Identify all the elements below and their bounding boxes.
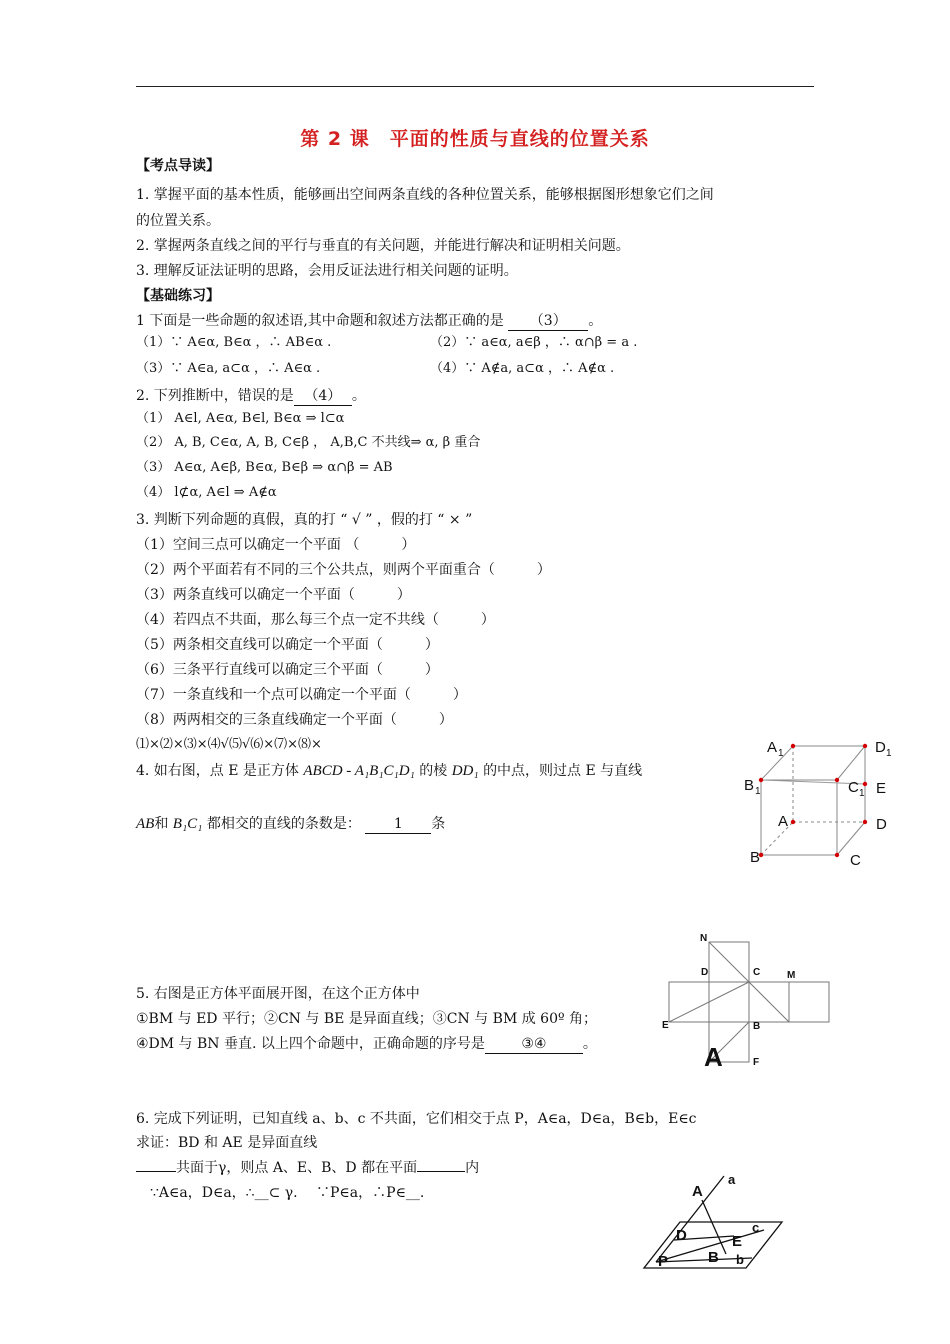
guide-line-2: 2. 掌握两条直线之间的平行与垂直的有关问题，并能进行解决和证明相关问题。 <box>136 238 630 254</box>
q2-option-4: （4） l⊄α, A∈l ⇒ A∉α <box>136 485 277 500</box>
q3-answer: ⑴×⑵×⑶×⑷√⑸√⑹×⑺×⑻× <box>136 737 322 752</box>
q3-item-6: （6）三条平行直线可以确定三个平面（ ） <box>136 662 439 678</box>
net-label-C: C <box>753 967 761 978</box>
q4-line-2: AB和 B₁C₁ 都相交的直线的条数是： 1 条 <box>136 816 446 832</box>
label-B: B <box>750 849 761 866</box>
plane-figure <box>640 1170 800 1275</box>
cube-net-figure <box>660 928 845 1068</box>
q4-edge: DD₁ <box>451 763 479 779</box>
page-title: 第 2 课 平面的性质与直线的位置关系 <box>300 128 650 150</box>
q4-answer: 1 <box>365 815 431 834</box>
q3-item-4: （4）若四点不共面，那么每三个点一定不共线（ ） <box>136 612 495 628</box>
plane-label-c: c <box>752 1220 760 1235</box>
q5-answer: ③④ <box>485 1035 583 1054</box>
guide-line-3: 3. 理解反证法证明的思路，会用反证法进行相关问题的证明。 <box>136 263 518 279</box>
q2-stem: 2. 下列推断中，错误的是 （4） 。 <box>136 388 366 404</box>
svg-text:1: 1 <box>755 786 761 797</box>
label-D1: D <box>875 739 886 756</box>
q1-answer: （3） <box>508 312 588 331</box>
label-A1: A <box>767 739 778 756</box>
plane-label-b: b <box>736 1252 744 1267</box>
q3-stem: 3. 判断下列命题的真假，真的打 “ √ ” ，假的打 “ × ” <box>136 512 473 528</box>
guide-header: 【考点导读】 <box>136 158 220 174</box>
net-label-N: N <box>700 933 708 944</box>
q1-option-2: （2）∵ a∈α, a∈β ，∴ α∩β = a . <box>430 335 638 350</box>
plane-label-a: a <box>728 1172 736 1187</box>
svg-text:1: 1 <box>859 788 865 799</box>
q3-item-3: （3）两条直线可以确定一个平面（ ） <box>136 587 411 603</box>
label-E: E <box>876 780 887 797</box>
svg-text:1: 1 <box>886 748 892 759</box>
q5-line-1: 5. 右图是正方体平面展开图，在这个正方体中 <box>136 986 420 1002</box>
cube-figure <box>740 732 910 872</box>
guide-line-1a: 1. 掌握平面的基本性质，能够画出空间两条直线的各种位置关系，能够根据图形想象它们之间 <box>136 187 714 203</box>
q3-item-2: （2）两个平面若有不同的三个公共点，则两个平面重合（ ） <box>136 562 551 578</box>
plane-label-B: B <box>708 1249 719 1266</box>
net-label-A: A <box>704 1042 723 1068</box>
q2-option-2: （2） A, B, C∈α, A, B, C∈β ， A,B,C 不共线⇒ α, β 重合 <box>136 435 481 450</box>
q3-item-7: （7）一条直线和一个点可以确定一个平面（ ） <box>136 687 467 703</box>
net-label-B: B <box>753 1021 761 1032</box>
q2-answer: （4） <box>294 387 352 406</box>
top-rule <box>136 86 814 87</box>
label-C1: C <box>848 779 859 796</box>
q1-stem: 1 下面是一些命题的叙述语,其中命题和叙述方法都正确的是 （3） 。 <box>136 313 603 329</box>
label-D: D <box>876 816 887 833</box>
q6-line-3: 共面于γ，则点 A、E、B、D 都在平面 内 <box>136 1159 479 1177</box>
q1-option-1: （1）∵ A∈α, B∈α ，∴ AB∈α . <box>136 335 332 350</box>
q2-option-3: （3） A∈α, A∈β, B∈α, B∈β ⇒ α∩β = AB <box>136 460 393 475</box>
plane-label-D: D <box>676 1227 687 1244</box>
q3-item-5: （5）两条相交直线可以确定一个平面（ ） <box>136 637 439 653</box>
plane-label-P: P <box>658 1253 669 1270</box>
q6-line-2: 求证：BD 和 AE 是异面直线 <box>136 1135 318 1151</box>
q4-cube: ABCD - A₁B₁C₁D₁ <box>303 763 415 779</box>
net-label-E: E <box>662 1020 669 1031</box>
plane-label-A: A <box>692 1183 703 1200</box>
q2-option-1: （1） A∈l, A∈α, B∈l, B∈α ⇒ l⊂α <box>136 411 345 426</box>
guide-line-1b: 的位置关系。 <box>136 213 220 229</box>
net-label-M: M <box>787 970 796 981</box>
label-A: A <box>778 813 789 830</box>
q6-line-1: 6. 完成下列证明，已知直线 a、b、c 不共面，它们相交于点 P，A∈a，D∈a，B∈b，E∈c <box>136 1111 697 1127</box>
q1-option-4: （4）∵ A∉a, a⊂α ，∴ A∉α . <box>430 361 615 376</box>
q6-line-4: ∵A∈a，D∈a，∴__⊂ γ. ∵P∈a，∴P∈__. <box>150 1185 425 1201</box>
q1-option-3: （3）∵ A∈a, a⊂α ，∴ A∈α . <box>136 361 321 376</box>
svg-text:1: 1 <box>778 748 784 759</box>
label-C: C <box>850 852 861 869</box>
q5-line-2: ①BM 与 ED 平行；②CN 与 BE 是异面直线；③CN 与 BM 成 60º 角； <box>136 1011 598 1027</box>
plane-label-E: E <box>732 1233 743 1250</box>
q3-item-8: （8）两两相交的三条直线确定一个平面（ ） <box>136 712 453 728</box>
net-label-D: D <box>701 967 709 978</box>
practice-header: 【基础练习】 <box>136 288 220 304</box>
net-label-F: F <box>753 1057 760 1068</box>
label-B1: B <box>744 777 755 794</box>
q5-line-3: ④DM 与 BN 垂直. 以上四个命题中，正确命题的序号是 ③④ 。 <box>136 1036 597 1052</box>
q4-line-1: 4. 如右图，点 E 是正方体 ABCD - A₁B₁C₁D₁ 的棱 DD₁ 的中点，则过点 E 与直线 <box>136 763 643 779</box>
q3-item-1: （1）空间三点可以确定一个平面 （ ） <box>136 537 416 553</box>
